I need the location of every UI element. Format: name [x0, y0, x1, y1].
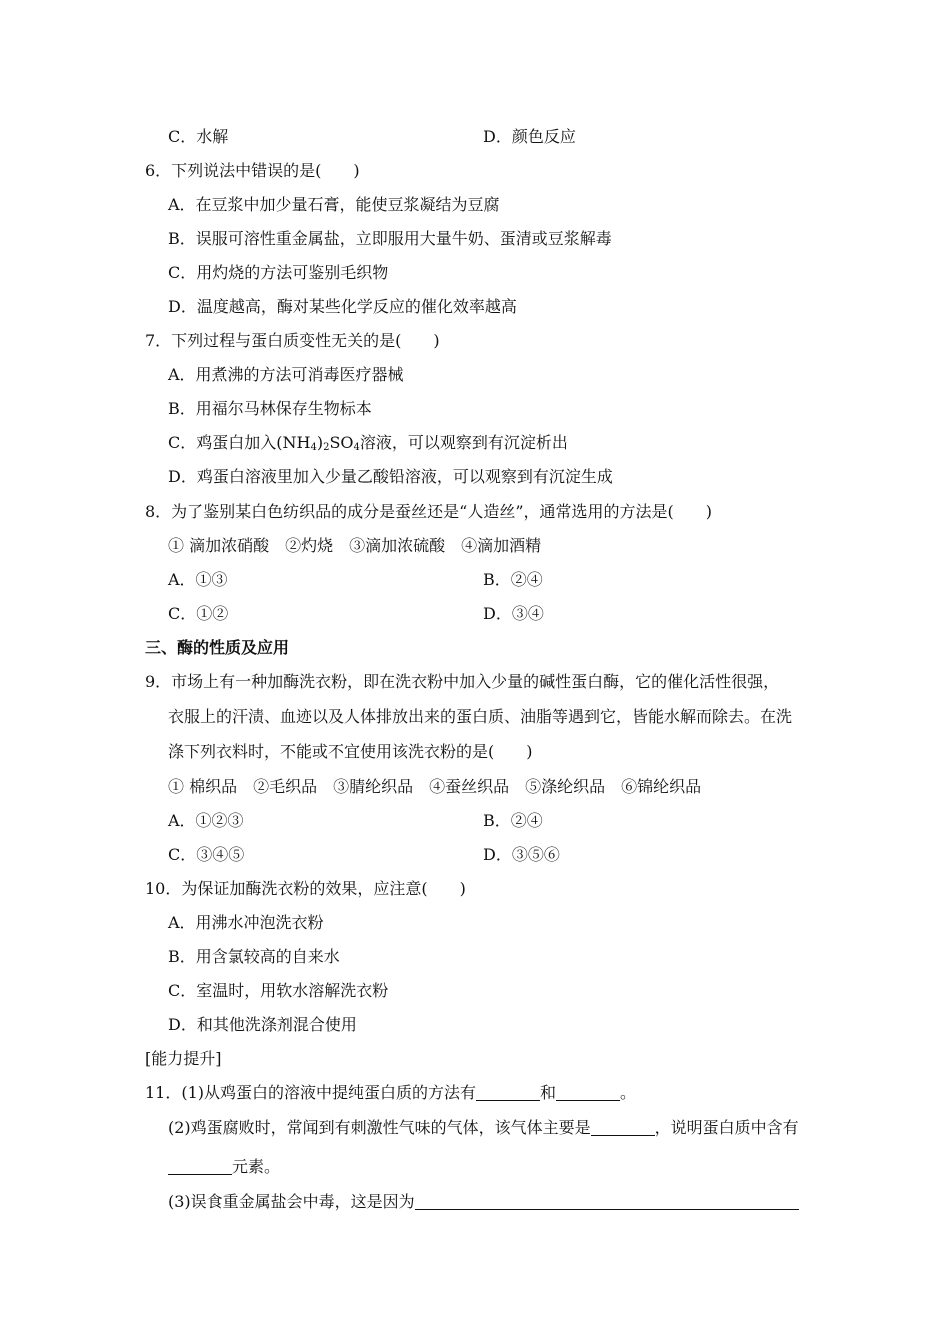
q7-option-c-sub-2: 2 — [323, 442, 330, 453]
q9-option-a: A．①②③ — [168, 811, 244, 830]
q11-part-2 — [168, 1117, 799, 1139]
q8-option-b: B．②④ — [483, 570, 543, 589]
q9-stem-line-2: 衣服上的汗渍、血迹以及人体排放出来的蛋白质、油脂等遇到它，皆能水解而除去。在洗 — [168, 707, 793, 726]
section-heading-enzyme: 三、酶的性质及应用 — [145, 638, 290, 657]
q11-part-3-text: (3)误食重金属盐会中毒，这是因为 — [168, 1192, 415, 1211]
answer-blank[interactable] — [476, 1084, 540, 1101]
q7-option-c-sub-3: 4 — [353, 442, 360, 453]
q10-option-c: C．室温时，用软水溶解洗衣粉 — [168, 981, 389, 1000]
q7-option-c-text-4: 溶液，可以观察到有沉淀析出 — [359, 433, 568, 452]
q9-stem-line-1: 9．市场上有一种加酶洗衣粉，即在洗衣粉中加入少量的碱性蛋白酶，它的催化活性很强， — [145, 672, 780, 691]
q9-option-b: B．②④ — [483, 811, 543, 830]
answer-blank[interactable] — [556, 1084, 620, 1101]
q10-option-b: B．用含氯较高的自来水 — [168, 947, 340, 966]
q7-option-c — [168, 432, 568, 459]
q7-stem: 7．下列过程与蛋白质变性无关的是( ) — [145, 331, 440, 350]
q7-option-c-sub-1: 4 — [310, 442, 317, 453]
q11-part-2-end: ，说明蛋白质中含有 — [654, 1118, 799, 1137]
q5-option-c: C．水解 — [168, 127, 229, 146]
q11-part-3 — [168, 1191, 799, 1213]
q11-part-1-text: 11．(1)从鸡蛋白的溶液中提纯蛋白质的方法有 — [145, 1083, 477, 1102]
q7-option-c-text-1: C．鸡蛋白加入(NH — [168, 433, 311, 452]
q7-option-c-text-2: ) — [316, 433, 324, 452]
q6-stem: 6．下列说法中错误的是( ) — [145, 161, 360, 180]
q11-part-2-element: 元素。 — [232, 1157, 281, 1176]
q7-option-d: D．鸡蛋白溶液里加入少量乙酸铅溶液，可以观察到有沉淀生成 — [168, 467, 613, 486]
q11-part-2-continued — [168, 1156, 280, 1178]
q9-stem-line-3: 涤下列衣料时，不能或不宜使用该洗衣粉的是( ) — [168, 742, 533, 761]
q11-part-1 — [145, 1082, 636, 1104]
answer-blank[interactable] — [168, 1158, 232, 1175]
q6-option-b: B．误服可溶性重金属盐，立即服用大量牛奶、蛋清或豆浆解毒 — [168, 229, 612, 248]
answer-blank[interactable] — [415, 1193, 799, 1210]
q9-option-d: D．③⑤⑥ — [483, 845, 560, 864]
q8-option-c: C．①② — [168, 604, 229, 623]
q6-option-a: A．在豆浆中加少量石膏，能使豆浆凝结为豆腐 — [168, 195, 500, 214]
q7-option-a: A．用煮沸的方法可消毒医疗器械 — [168, 365, 404, 384]
q7-option-b: B．用福尔马林保存生物标本 — [168, 399, 372, 418]
q8-option-a: A．①③ — [168, 570, 228, 589]
q10-option-a: A．用沸水冲泡洗衣粉 — [168, 913, 324, 932]
q11-part-2-text: (2)鸡蛋腐败时，常闻到有刺激性气味的气体，该气体主要是 — [168, 1118, 591, 1137]
q11-part-1-and: 和 — [540, 1083, 557, 1102]
q11-part-1-end: 。 — [620, 1083, 637, 1102]
q5-option-d: D．颜色反应 — [483, 127, 576, 146]
q10-option-d: D．和其他洗涤剂混合使用 — [168, 1015, 357, 1034]
ability-heading: [能力提升] — [145, 1049, 222, 1068]
q8-option-d: D．③④ — [483, 604, 544, 623]
q9-option-c: C．③④⑤ — [168, 845, 245, 864]
q10-stem: 10．为保证加酶洗衣粉的效果，应注意( ) — [145, 879, 466, 898]
q6-option-c: C．用灼烧的方法可鉴别毛织物 — [168, 263, 389, 282]
q6-option-d: D．温度越高，酶对某些化学反应的催化效率越高 — [168, 297, 517, 316]
q7-option-c-text-3: SO — [329, 433, 354, 452]
q8-items: ① 滴加浓硝酸 ②灼烧 ③滴加浓硫酸 ④滴加酒精 — [168, 536, 542, 555]
q9-items: ① 棉织品 ②毛织品 ③腈纶织品 ④蚕丝织品 ⑤涤纶织品 ⑥锦纶织品 — [168, 777, 702, 796]
answer-blank[interactable] — [591, 1119, 655, 1136]
q8-stem: 8．为了鉴别某白色纺织品的成分是蚕丝还是“人造丝”，通常选用的方法是( ) — [145, 502, 713, 521]
